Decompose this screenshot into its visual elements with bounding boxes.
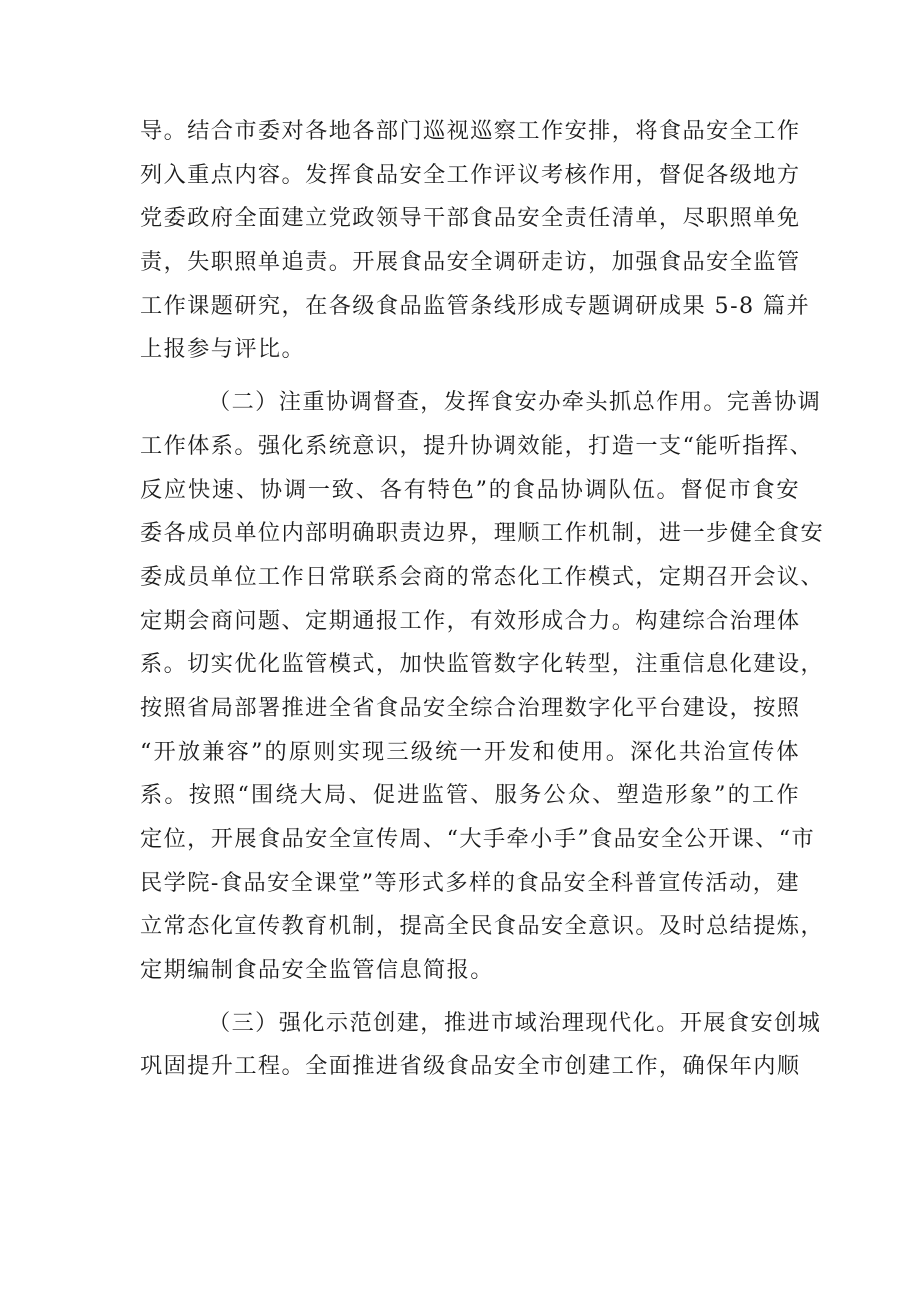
text-line: （三）强化示范创建，推进市域治理现代化。开展食安创城 [208, 1009, 822, 1036]
text-line: 委成员单位工作日常联系会商的常态化工作模式，定期召开会议、 [140, 563, 825, 590]
paragraph-gap [140, 372, 800, 381]
text-line: 系。按照“围绕大局、促进监管、服务公众、塑造形象”的工作 [140, 782, 800, 809]
text-line: 上报参与评比。 [140, 336, 306, 363]
text-line: 按照省局部署推进全省食品安全综合治理数字化平台建设，按照 [140, 694, 801, 721]
paragraph-3 [140, 1002, 822, 1089]
text-line: 反应快速、协调一致、各有特色”的食品协调队伍。督促市食安 [140, 476, 800, 503]
document-body [140, 110, 825, 1089]
paragraph-2 [140, 381, 825, 993]
text-line: 委各成员单位内部明确职责边界，理顺工作机制，进一步健全食安 [140, 520, 825, 547]
text-line: 党委政府全面建立党政领导干部食品安全责任清单，尽职照单免 [140, 205, 801, 232]
text-line: 工作课题研究，在各级食品监管条线形成专题调研成果 5-8 篇并 [140, 292, 811, 319]
text-line: 巩固提升工程。全面推进省级食品安全市创建工作，确保年内顺 [140, 1053, 801, 1080]
text-line: 定位，开展食品安全宣传周、“大手牵小手”食品安全公开课、“市 [140, 826, 816, 852]
text-line: 民学院-食品安全课堂”等形式多样的食品安全科普宣传活动，建 [140, 869, 800, 896]
text-line: 定期编制食品安全监管信息简报。 [140, 957, 494, 984]
text-line: “开放兼容”的原则实现三级统一开发和使用。深化共治宣传体 [140, 738, 800, 765]
text-line: 列入重点内容。发挥食品安全工作评议考核作用，督促各级地方 [140, 161, 801, 188]
text-line: 责，失职照单追责。开展食品安全调研走访，加强食品安全监管 [140, 249, 801, 276]
text-line: 工作体系。强化系统意识，提升协调效能，打造一支“能听指挥、 [140, 432, 814, 459]
paragraph-gap [140, 993, 800, 1002]
text-line: 系。切实优化监管模式，加快监管数字化转型，注重信息化建设， [140, 651, 825, 678]
text-line: 立常态化宣传教育机制，提高全民食品安全意识。及时总结提炼， [140, 913, 825, 940]
text-line: 导。结合市委对各地各部门巡视巡察工作安排，将食品安全工作 [140, 118, 801, 144]
text-line: 定期会商问题、定期通报工作，有效形成合力。构建综合治理体 [140, 607, 801, 634]
text-line: （二）注重协调督查，发挥食安办牵头抓总作用。完善协调 [208, 389, 822, 416]
paragraph-1 [140, 110, 811, 372]
